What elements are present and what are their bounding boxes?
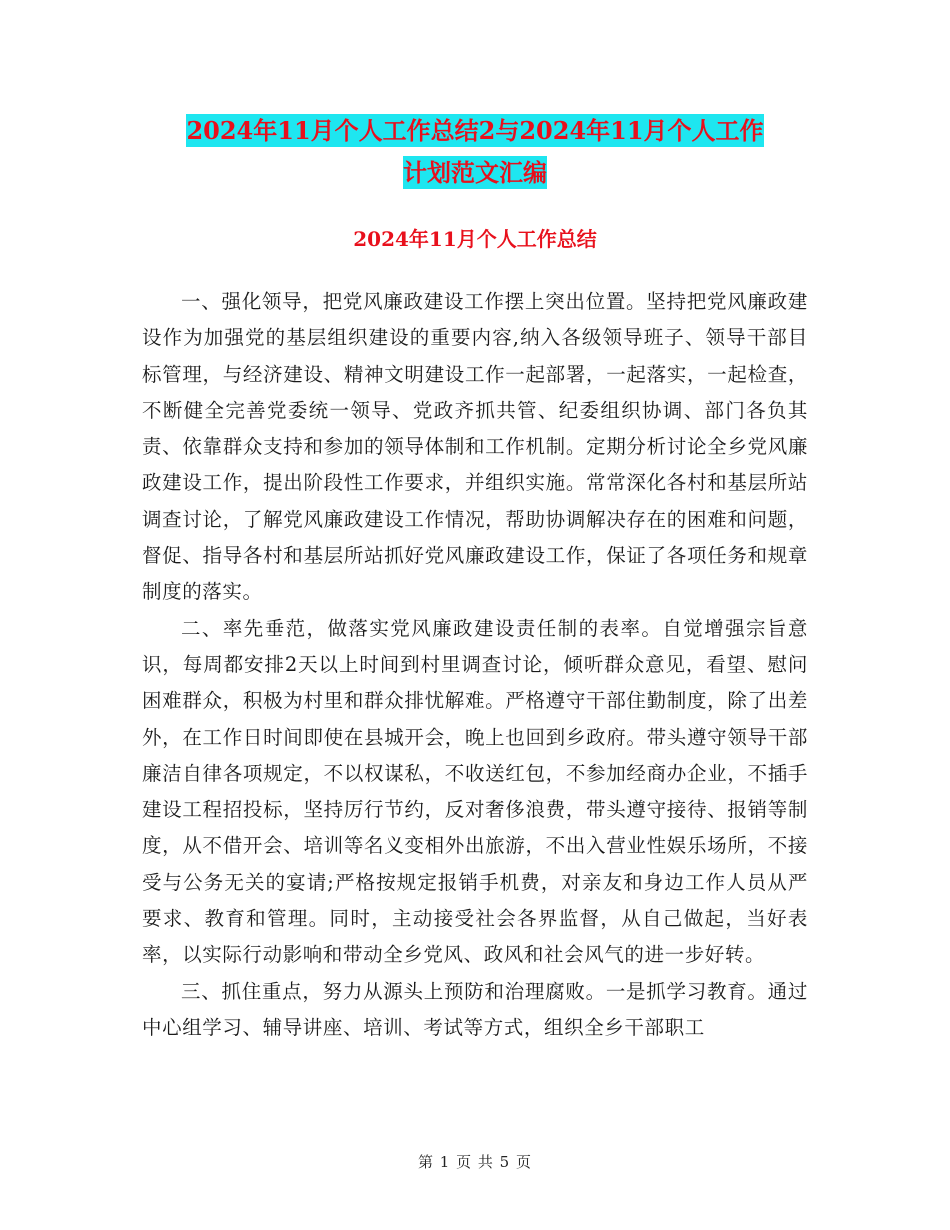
section-title: 2024年11月个人工作总结 xyxy=(353,227,597,251)
paragraph-1: 一、强化领导，把党风廉政建设工作摆上突出位置。坚持把党风廉政建设作为加强党的基层组织建设的重要内容,纳入各级领导班子、领导干部目标管理，与经济建设、精神文明建设工作一起部署，一起落实，一起检查，不断健全完善党委统一领导、党政齐抓共管、纪委组织协调、部门各负其责、依靠群众支持和参加的领导体制和工作机制。定期分析讨论全乡党风廉政建设工作，提出阶段性工作要求，并组织实施。常常深化各村和基层所站调查讨论，了解党风廉政建设工作情况，帮助协调解决存在的困难和问题，督促、指导各村和基层所站抓好党风廉政建设工作，保证了各项任务和规章制度的落实。 xyxy=(142,290,808,604)
document-title-line-2: 计划范文汇编 xyxy=(403,158,547,187)
document-body xyxy=(142,284,808,1046)
page-footer: 第 1 页 共 5 页 xyxy=(418,1153,532,1171)
document-title-line-1: 2024年11月个人工作总结2与2024年11月个人工作 xyxy=(186,116,764,145)
paragraph-2: 二、率先垂范，做落实党风廉政建设责任制的表率。自觉增强宗旨意识，每周都安排2天以上时间到村里调查讨论，倾听群众意见，看望、慰问困难群众，积极为村里和群众排忧解难。严格遵守干部住勤制度，除了出差外，在工作日时间即使在县城开会，晚上也回到乡政府。带头遵守领导干部廉洁自律各项规定，不以权谋私，不收送红包，不参加经商办企业，不插手建设工程招投标，坚持厉行节约，反对奢侈浪费，带头遵守接待、报销等制度，从不借开会、培训等名义变相外出旅游，不出入营业性娱乐场所，不接受与公务无关的宴请;严格按规定报销手机费，对亲友和身边工作人员从严要求、教育和管理。同时，主动接受社会各界监督，从自己做起，当好表率，以实际行动影响和带动全乡党风、政风和社会风气的进一步好转。 xyxy=(142,616,808,967)
paragraph-3: 三、抓住重点，努力从源头上预防和治理腐败。一是抓学习教育。通过中心组学习、辅导讲座、培训、考试等方式，组织全乡干部职工 xyxy=(142,979,808,1039)
document-title xyxy=(142,110,808,194)
